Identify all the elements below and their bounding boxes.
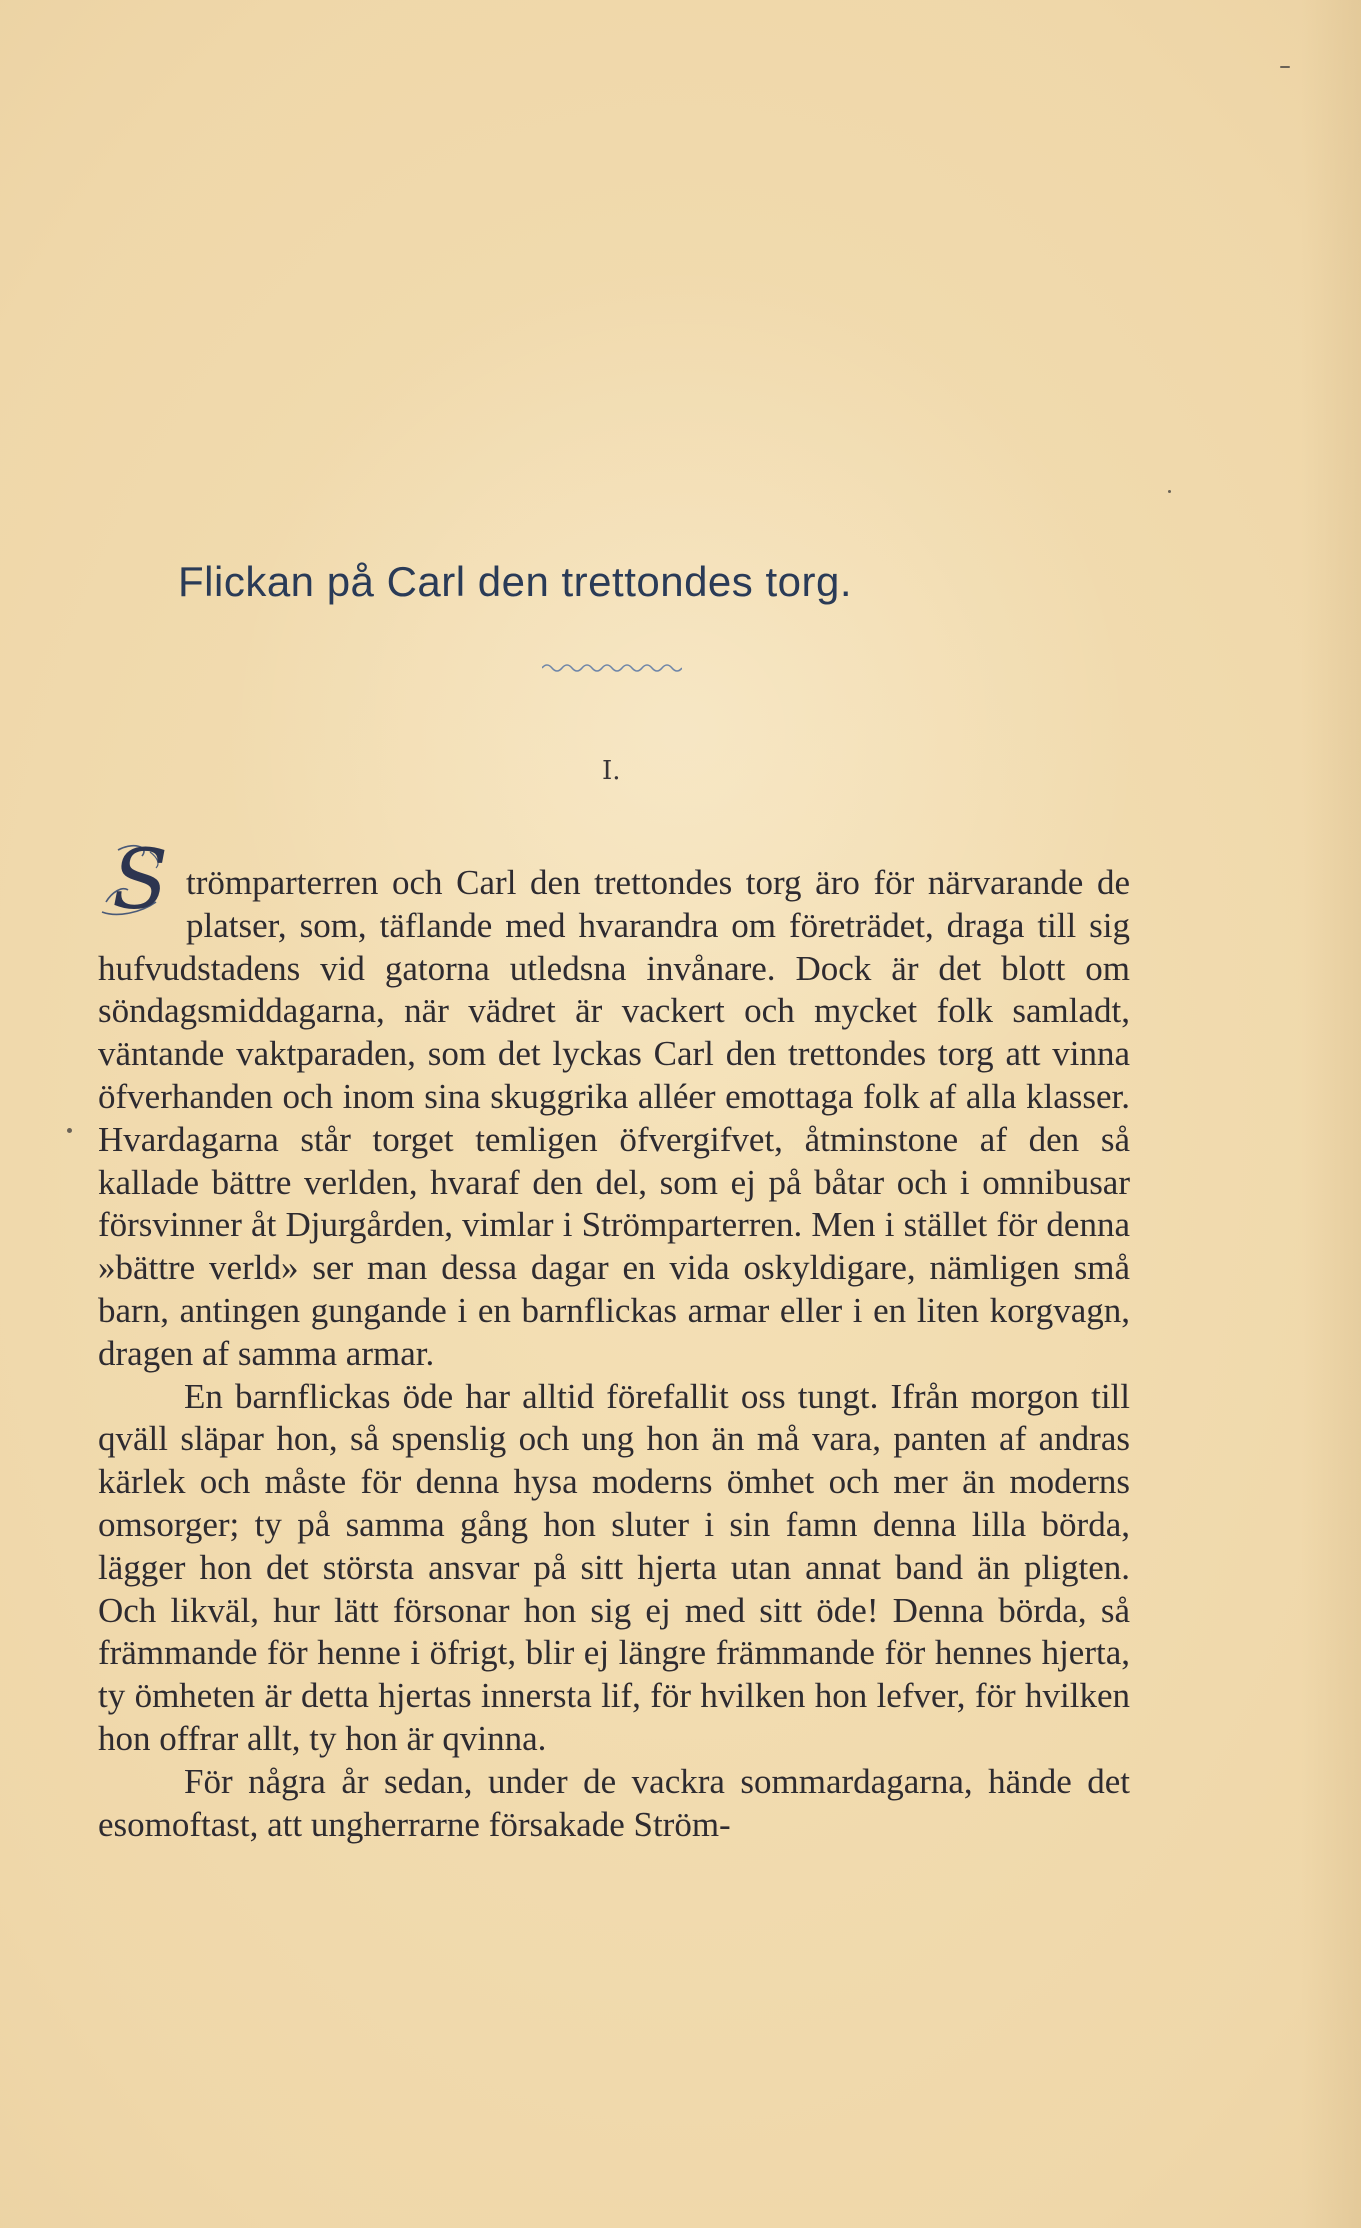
paper-speck (1280, 66, 1290, 68)
paragraph-2: En barnflickas öde har alltid förefallit oss tungt. Ifrån morgon till qväll släpar hon, så spenslig och ung hon än må vara, panten af andras kärlek och måste för denna hysa moderns ömhet och mer än moderns omsorger; ty på samma gång hon sluter i sin famn denna lilla börda, lägger hon det största ansvar på sitt hjerta utan annat band än pligten. Och likväl, hur lätt försonar hon sig ej med sitt öde! Denna börda, så främmande för henne i öfrigt, blir ej längre främmande för hennes hjerta, ty ömheten är detta hjertas innersta lif, för hvilken hon lefver, för hvilken hon offrar allt, ty hon är qvinna. (98, 1376, 1130, 1758)
paragraph-1 (98, 833, 1130, 1376)
page-edge-shadow (1301, 0, 1361, 2228)
paragraph-3: För några år sedan, under de vackra sommardagarna, hände det esomoftast, att ungherrarne försakade Ström- (98, 1761, 1130, 1844)
paper-speck (67, 1128, 72, 1133)
wavy-ornament-rule (542, 660, 682, 672)
ornamental-dropcap (98, 833, 180, 928)
chapter-title: Flickan på Carl den trettondes torg. (178, 558, 853, 605)
paragraph-1-text: trömparterren och Carl den trettondes torg äro för närvarande de platser, som, täflande med hvarandra om företrädet, draga till sig hufvudstadens vid gatorna utledsna invånare. Dock är det blott om söndagsmiddagarna, när vädret är vackert och mycket folk samladt, väntande vaktparaden, som det lyckas Carl den trettondes torg att vinna öfverhanden och inom sina skuggrika alléer emottaga folk af alla klasser. Hvardagarna står torget temligen öfvergifvet, åtminstone af den så kallade bättre verlden, hvaraf den del, som ej på båtar och i omnibusar försvinner åt Djurgården, vimlar i Strömparterren. Men i stället för denna »bättre verld» ser man dessa dagar en vida oskyldigare, nämligen små barn, antingen gungande i en barnflickas armar eller i en liten korgvagn, dragen af samma armar. (98, 863, 1130, 1373)
paper-speck (1168, 490, 1171, 493)
dropcap-letter: S (112, 833, 169, 928)
body-text (98, 833, 1130, 1846)
section-number: I. (602, 756, 621, 786)
